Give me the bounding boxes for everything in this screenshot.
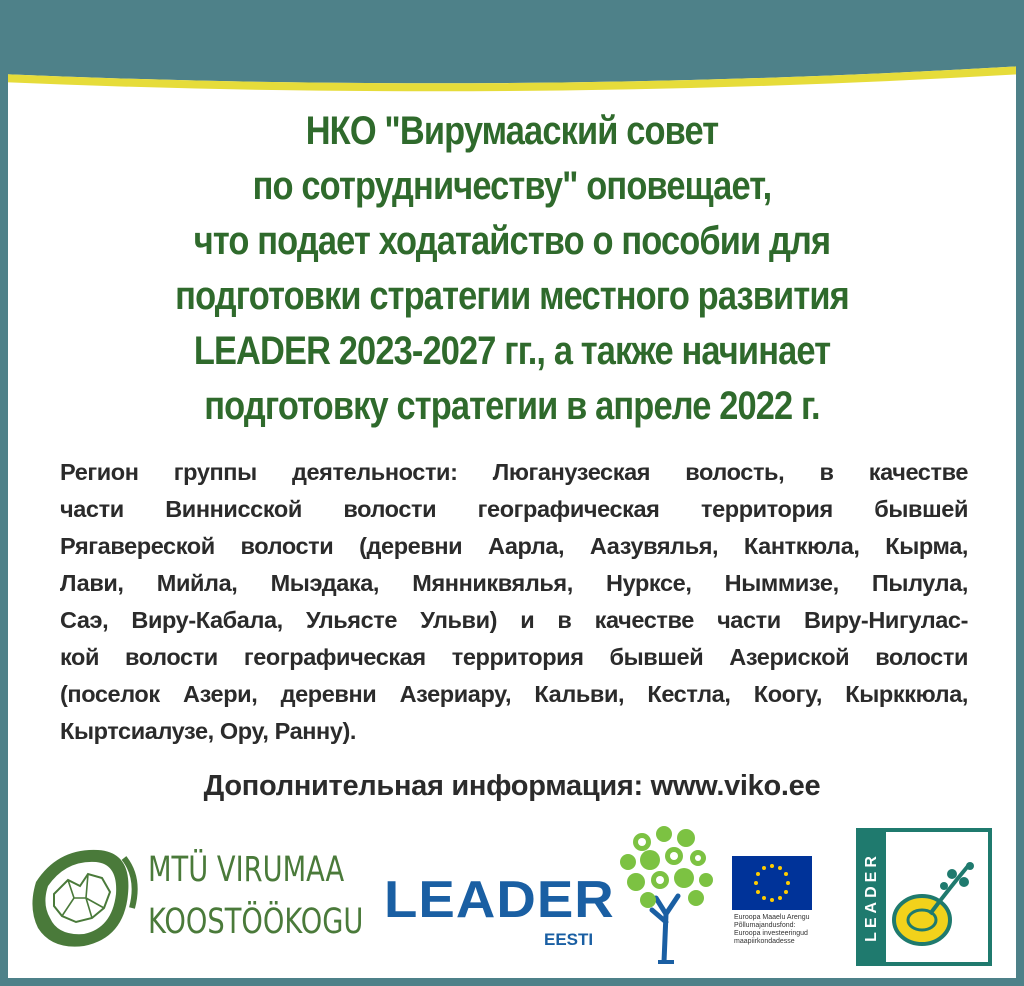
eu-caption-line: maapiirkondadesse: [734, 938, 795, 945]
body-line: части Виннисской волости географическая территория бывшей: [60, 496, 968, 522]
leader-wordmark: LEADER: [384, 871, 615, 929]
title-line: LEADER 2023-2027 гг., а также начинает: [193, 329, 831, 373]
leader-eesti-logo: [384, 870, 614, 960]
region-description: [60, 454, 968, 750]
viko-line: MTÜ VIRUMAA: [148, 850, 345, 890]
frame-border-right: [1016, 0, 1024, 986]
header-band: [0, 0, 1024, 100]
title-line: подготовку стратегии в апреле 2022 г.: [204, 384, 820, 428]
viko-map-icon: [28, 838, 148, 958]
body-line: кой волости географическая территория бывшей Азериской волости: [60, 644, 968, 670]
body-line: Саэ, Виру-Кабала, Ульясте Ульви) и в качестве части Виру-Нигулас-: [60, 607, 968, 633]
title-line: НКО "Вирумааский совет: [305, 109, 719, 153]
eu-flag-icon: [732, 856, 812, 910]
eu-caption-line: Euroopa investeeringud: [734, 930, 808, 937]
viko-line: KOOSTÖÖKOGU: [148, 902, 364, 942]
frame-border-bottom: [0, 978, 1024, 986]
body-line: Кыртсиалузе, Ору, Ранну).: [60, 718, 357, 744]
leader-emblem-icon: [856, 828, 992, 966]
title-line: подготовки стратегии местного развития: [175, 274, 849, 318]
leader-tree-icon: [612, 824, 722, 964]
notice-title: [106, 104, 918, 434]
body-line: Регион группы деятельности: Люганузеская волость, в качестве: [60, 459, 968, 485]
body-line: Лави, Мийла, Мыэдака, Мянниквялья, Нурксе, Ныммизе, Пылула,: [60, 570, 968, 596]
more-info-line: Дополнительная информация: www.viko.ee: [203, 770, 821, 802]
viko-logo: [28, 838, 364, 958]
body-line: Рягавереской волости (деревни Аарла, Аазувялья, Канткюла, Кырма,: [60, 533, 968, 559]
title-line: что подает ходатайство о пособии для: [193, 219, 831, 263]
title-line: по сотрудничеству" оповещает,: [252, 164, 772, 208]
leader-country: EESTI: [544, 930, 594, 949]
body-line: (поселок Азери, деревни Азериару, Кальви, Кестла, Коогу, Кырккюла,: [60, 681, 968, 707]
viko-wordmark: [148, 844, 363, 948]
eu-fund-caption: [734, 914, 824, 946]
frame-border-left: [0, 0, 8, 986]
eu-caption-line: Põllumajandusfond:: [734, 922, 796, 929]
leader-box-label: LEADER: [863, 852, 880, 942]
eu-caption-line: Euroopa Maaelu Arengu: [734, 914, 810, 921]
